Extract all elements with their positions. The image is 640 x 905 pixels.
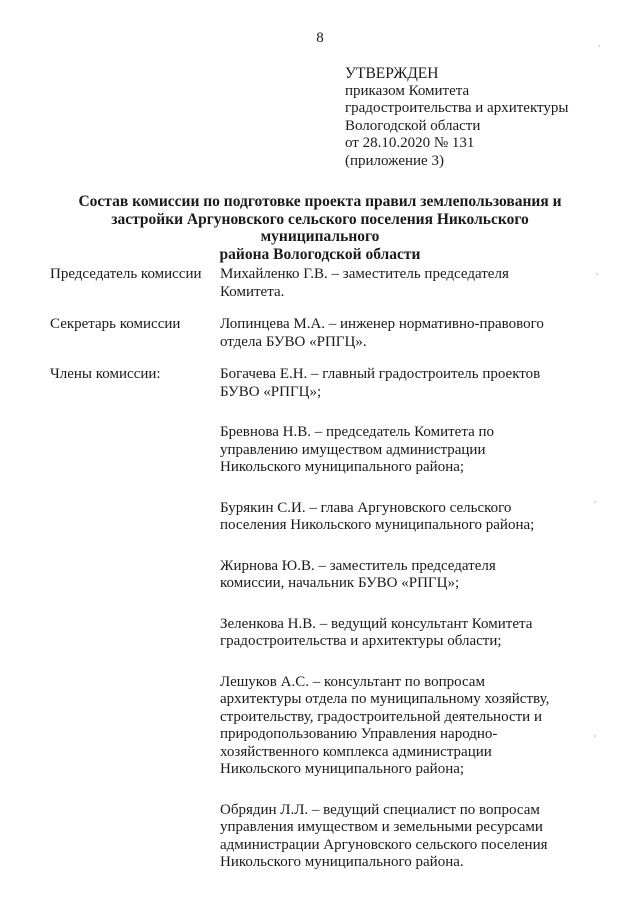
role-label: Члены комиссии: <box>50 366 161 382</box>
member-entry <box>220 424 610 477</box>
approval-line: градостроительства и архитектуры <box>345 100 569 116</box>
entry-line: Зеленкова Н.В. – ведущий консультант Комитета <box>220 615 533 632</box>
entry-line: Жирнова Ю.В. – заместитель председателя <box>220 557 496 574</box>
approval-line: (приложение 3) <box>345 152 444 169</box>
document-title <box>50 193 590 263</box>
secretary-entry <box>220 316 610 351</box>
member-entry <box>220 616 610 651</box>
approval-line: Вологодской области <box>345 117 481 134</box>
entry-line: Никольского муниципального района. <box>220 854 464 870</box>
entry-line: градостроительства и архитектуры области; <box>220 633 502 649</box>
title-line: застройки Аргуновского сельского поселения Никольского муниципального <box>111 210 529 245</box>
entry-line: Никольского муниципального района; <box>220 761 465 777</box>
entry-line: Богачева Е.Н. – главный градостроитель проектов <box>220 366 541 382</box>
entry-line: природопользованию Управления народно- <box>220 726 498 742</box>
entry-line: поселения Никольского муниципального района; <box>220 517 535 533</box>
entry-line: отдела БУВО «РПГЦ». <box>220 333 367 350</box>
entry-line: Никольского муниципального района; <box>220 459 465 475</box>
approval-block <box>345 65 568 170</box>
entry-line: управлению имуществом администрации <box>220 441 486 458</box>
member-entry <box>220 500 610 535</box>
entry-line: Лешуков А.С. – консультант по вопросам <box>220 673 485 690</box>
chairman-entry <box>220 266 610 301</box>
entry-line: Лопинцева М.А. – инженер нормативно-правового <box>220 316 544 332</box>
entry-line: Бурякин С.И. – глава Аргуновского сельского <box>220 499 512 516</box>
role-label: Секретарь комиссии <box>50 316 181 332</box>
title-line: Состав комиссии по подготовке проекта правил землепользования и <box>78 193 562 210</box>
approval-line: УТВЕРЖДЕН <box>345 65 439 82</box>
entry-line: администрации Аргуновского сельского поселения <box>220 836 548 853</box>
member-entry <box>220 674 610 779</box>
approval-line: приказом Комитета <box>345 82 470 99</box>
entry-line: управления имуществом и земельными ресурсами <box>220 819 543 835</box>
entry-line: Обрядин Л.Л. – ведущий специалист по вопросам <box>220 801 540 818</box>
entry-line: комиссии, начальник БУВО «РПГЦ»; <box>220 575 460 591</box>
scan-mark: ' <box>594 500 597 509</box>
role-label: Председатель комиссии <box>50 266 202 282</box>
entry-line: Бревнова Н.В. – председатель Комитета по <box>220 424 494 440</box>
entry-line: хозяйственного комплекса администрации <box>220 743 492 760</box>
approval-line: от 28.10.2020 № 131 <box>345 135 475 151</box>
entry-line: строительству, градостроительной деятельности и <box>220 708 542 725</box>
member-entry <box>220 802 610 872</box>
entry-line: Михайленко Г.В. – заместитель председателя <box>220 266 509 282</box>
page-number: 8 <box>316 30 324 46</box>
members-list <box>220 366 610 895</box>
member-entry <box>220 366 610 401</box>
scan-mark: ' <box>598 44 601 53</box>
entry-line: Комитета. <box>220 283 285 300</box>
entry-line: архитектуры отдела по муниципальному хозяйству, <box>220 691 550 707</box>
title-line: района Вологодской области <box>219 245 421 263</box>
scan-mark: ' <box>594 734 597 743</box>
scan-mark: ' <box>596 272 599 281</box>
entry-line: БУВО «РПГЦ»; <box>220 383 322 400</box>
member-entry <box>220 558 610 593</box>
